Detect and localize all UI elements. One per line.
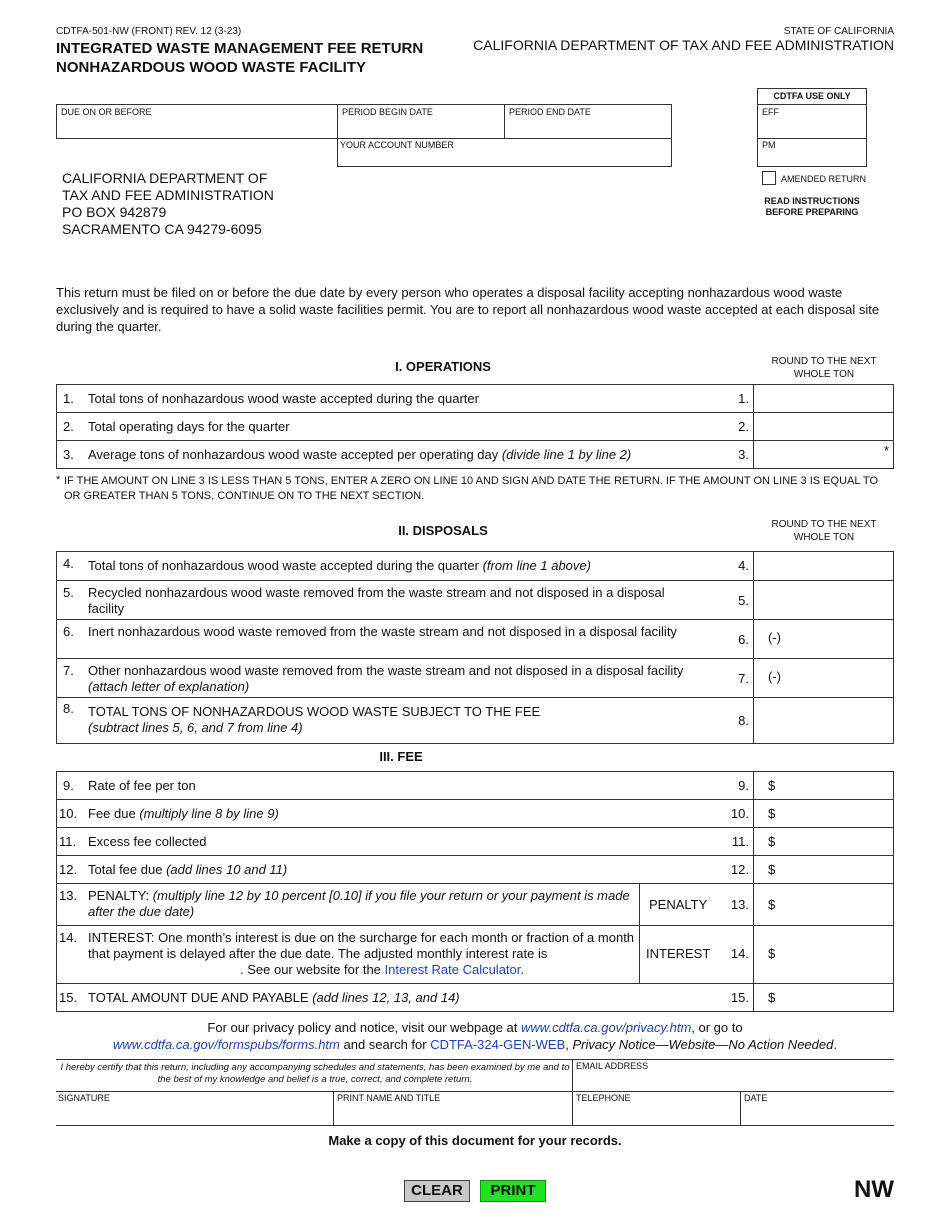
section-disposals-title: II. DISPOSALS <box>398 523 488 538</box>
intro-paragraph: This return must be filed on or before the due date by every person who operates a disposal facility accepting nonhazardous wood waste exclusively and is required to have a solid waste facilities permit. You are to report all nonhazardous wood waste accepted at each disposal site during the quarter. <box>56 285 880 334</box>
line-9-row: 9. Rate of fee per ton 9. $ <box>56 771 894 800</box>
privacy-link[interactable]: www.cdtfa.ca.gov/privacy.htm <box>521 1020 692 1035</box>
read-instructions-note: READ INSTRUCTIONS BEFORE PREPARING <box>764 196 860 217</box>
line-10-row: 10. Fee due (multiply line 8 by line 9) 10. $ <box>56 799 894 828</box>
line-1-row: 1. Total tons of nonhazardous wood waste accepted during the quarter 1. <box>56 384 894 413</box>
mailing-address <box>62 170 274 238</box>
interest-rate-calculator-link[interactable]: Interest Rate Calculator <box>384 962 521 977</box>
address-line: SACRAMENTO CA 94279-6095 <box>62 221 262 237</box>
line-7-row: 7. Other nonhazardous wood waste removed from the waste stream and not disposed in a disposal facility (attach letter of explanation) 7. (-) <box>56 658 894 698</box>
copy-reminder: Make a copy of this document for your records. <box>328 1133 622 1148</box>
telephone-label: TELEPHONE <box>576 1093 631 1103</box>
line-1-amount-field[interactable] <box>753 385 895 412</box>
line-5-amount-field[interactable] <box>753 581 895 619</box>
line-15-amount-field[interactable]: $ <box>753 984 895 1011</box>
line-2-row: 2. Total operating days for the quarter 2. <box>56 412 894 441</box>
line-8-amount-field[interactable] <box>753 698 895 743</box>
period-end-label: PERIOD END DATE <box>509 107 591 117</box>
round-note-1: ROUND TO THE NEXT WHOLE TON <box>771 356 877 380</box>
period-begin-field[interactable] <box>337 104 505 139</box>
section-operations-title: I. OPERATIONS <box>395 359 491 374</box>
form-code: NW <box>854 1176 894 1203</box>
line-5-row: 5. Recycled nonhazardous wood waste removed from the waste stream and not disposed in a disposal facility 5. <box>56 580 894 620</box>
form-id: CDTFA-501-NW (FRONT) REV. 12 (3-23) <box>56 26 242 37</box>
email-address-field[interactable] <box>573 1062 893 1090</box>
print-name-label: PRINT NAME AND TITLE <box>337 1093 441 1103</box>
line-6-amount-field[interactable]: (-) <box>753 620 895 658</box>
print-button[interactable]: PRINT <box>480 1180 546 1202</box>
amended-return-checkbox[interactable] <box>762 171 776 185</box>
address-line: CALIFORNIA DEPARTMENT OF <box>62 170 268 186</box>
due-date-label: DUE ON OR BEFORE <box>61 107 152 117</box>
forms-link[interactable]: www.cdtfa.ca.gov/formspubs/forms.htm <box>113 1037 340 1052</box>
line-3-footnote: IF THE AMOUNT ON LINE 3 IS LESS THAN 5 TONS, ENTER A ZERO ON LINE 10 AND SIGN AND DATE THE RETURN. IF THE AMOUNT ON LINE 3 IS EQUAL TO OR GREATER THAN 5 TONS, CONTINUE ON TO THE NEXT SECTION. <box>64 475 878 502</box>
line-3-amount-field[interactable]: * <box>753 441 895 468</box>
due-date-field[interactable] <box>56 104 338 139</box>
pm-field: PM <box>757 138 867 167</box>
eff-field: EFF <box>757 104 867 139</box>
line-8-row: 8. TOTAL TONS OF NONHAZARDOUS WOOD WASTE SUBJECT TO THE FEE (subtract lines 5, 6, and 7 from line 4) 8. <box>56 697 894 744</box>
line-14-row: 14. INTEREST: One month’s interest is due on the surcharge for each month or fraction of a month that payment is delayed after the due date. The adjusted monthly interest rate is . See our website for the Interest Rate Calculator. INTEREST 14. $ <box>56 925 894 984</box>
line-11-amount-field[interactable]: $ <box>753 828 895 855</box>
form-title-line1: INTEGRATED WASTE MANAGEMENT FEE RETURN <box>56 40 424 57</box>
telephone-field[interactable] <box>573 1104 739 1124</box>
line-10-amount-field[interactable]: $ <box>753 800 895 827</box>
signature-label: SIGNATURE <box>58 1093 110 1103</box>
certification-statement: I hereby certify that this return, including any accompanying schedules and statements, has been examined by me and to the best of my knowledge and belief is a true, correct, and complete return. <box>60 1062 570 1085</box>
period-begin-label: PERIOD BEGIN DATE <box>342 107 433 117</box>
line-6-row: 6. Inert nonhazardous wood waste removed from the waste stream and not disposed in a disposal facility 6. (-) <box>56 619 894 659</box>
interest-label: INTEREST <box>646 946 711 961</box>
state-label: STATE OF CALIFORNIA <box>783 26 894 37</box>
line-7-amount-field[interactable]: (-) <box>753 659 895 697</box>
account-number-field[interactable] <box>337 138 672 167</box>
date-field[interactable] <box>741 1104 893 1124</box>
line-4-row: 4. Total tons of nonhazardous wood waste accepted during the quarter (from line 1 above) 4. <box>56 551 894 581</box>
penalty-label: PENALTY <box>649 897 708 912</box>
account-number-label: YOUR ACCOUNT NUMBER <box>340 140 454 150</box>
line-13-amount-field[interactable]: $ <box>753 884 895 925</box>
period-end-field[interactable] <box>504 104 672 139</box>
line-9-amount-field[interactable]: $ <box>753 772 895 799</box>
round-note-2: ROUND TO THE NEXT WHOLE TON <box>771 519 877 543</box>
line-13-row: 13. PENALTY: (multiply line 12 by 10 percent [0.10] if you file your return or your payment is made after the due date) PENALTY 13. $ <box>56 883 894 926</box>
line-12-row: 12. Total fee due (add lines 10 and 11) 12. $ <box>56 855 894 884</box>
clear-button[interactable]: CLEAR <box>404 1180 470 1202</box>
signature-field[interactable] <box>57 1104 332 1124</box>
amended-return-label: AMENDED RETURN <box>781 174 867 184</box>
privacy-notice: For our privacy policy and notice, visit our webpage at www.cdtfa.ca.gov/privacy.htm, or go to www.cdtfa.ca.gov/formspubs/forms.htm and search for CDTFA-324-GEN-WEB, Privacy Notice—Website—No Action Needed. <box>113 1020 837 1052</box>
email-address-label: EMAIL ADDRESS <box>576 1061 649 1071</box>
address-line: PO BOX 942879 <box>62 204 167 220</box>
section-fee-title: III. FEE <box>379 749 423 764</box>
privacy-form-link[interactable]: CDTFA-324-GEN-WEB <box>430 1037 566 1052</box>
agency-name: CALIFORNIA DEPARTMENT OF TAX AND FEE ADMINISTRATION <box>473 37 894 53</box>
line-3-row: 3. Average tons of nonhazardous wood waste accepted per operating day (divide line 1 by line 2) 3. * <box>56 440 894 469</box>
line-2-amount-field[interactable] <box>753 413 895 440</box>
form-title-line2: NONHAZARDOUS WOOD WASTE FACILITY <box>56 59 366 76</box>
print-name-field[interactable] <box>334 1104 571 1124</box>
footnote-star: * <box>56 474 61 486</box>
line-14-amount-field[interactable]: $ <box>753 926 895 983</box>
address-line: TAX AND FEE ADMINISTRATION <box>62 187 274 203</box>
date-label: DATE <box>744 1093 768 1103</box>
line-11-row: 11. Excess fee collected 11. $ <box>56 827 894 856</box>
cdtfa-use-header: CDTFA USE ONLY <box>757 88 867 105</box>
line-15-row: 15. TOTAL AMOUNT DUE AND PAYABLE (add lines 12, 13, and 14) 15. $ <box>56 983 894 1012</box>
line-12-amount-field[interactable]: $ <box>753 856 895 883</box>
line-4-amount-field[interactable] <box>753 552 895 580</box>
